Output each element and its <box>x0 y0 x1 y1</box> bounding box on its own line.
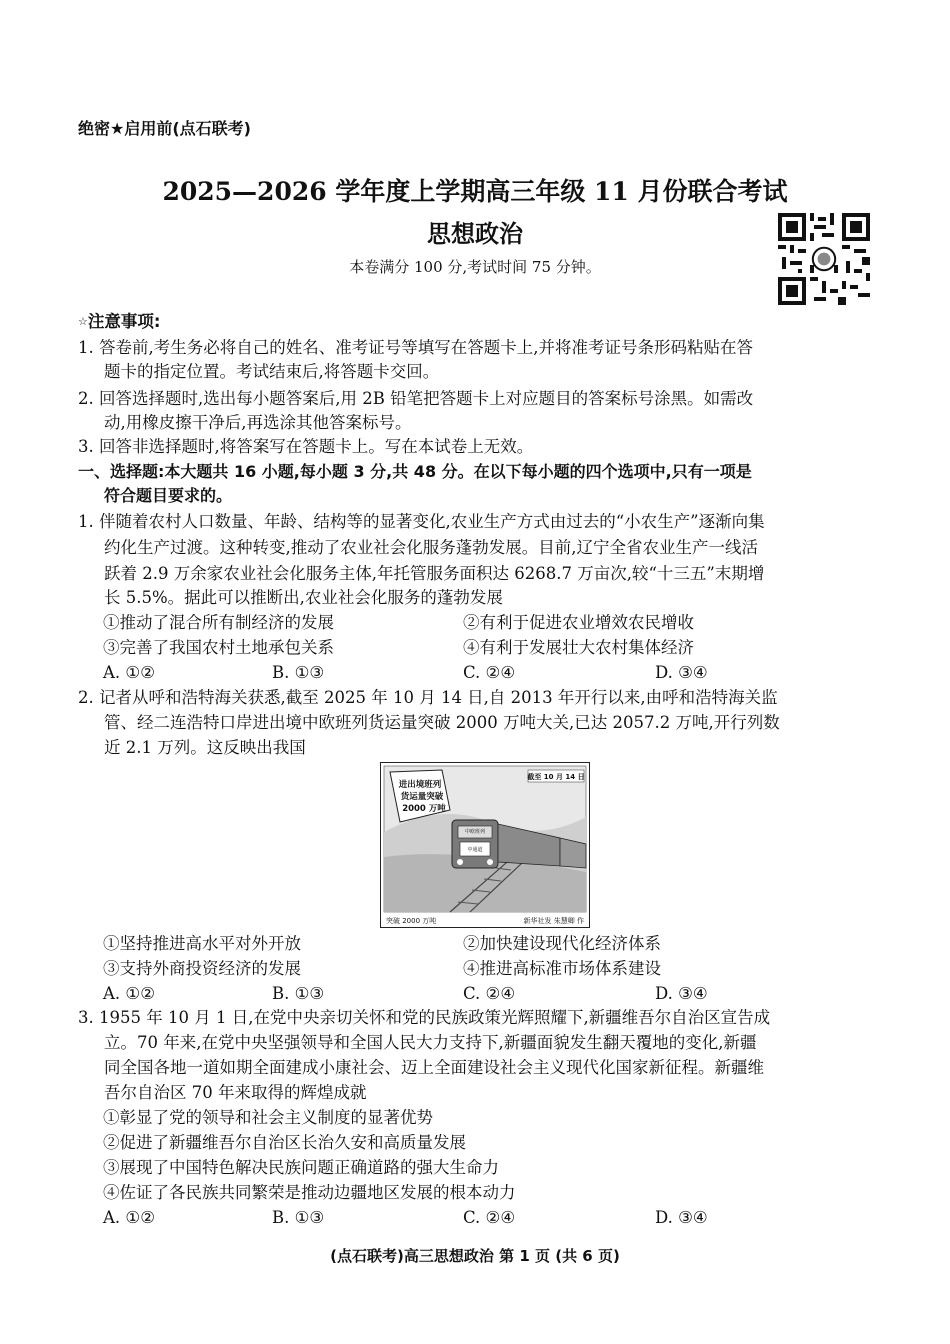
q1-stem: 约化生产过渡。这种转变,推动了农业社会化服务蓬勃发展。目前,辽宁全省农业生产一线活 <box>104 538 758 557</box>
q3-option-a: A. ①② <box>103 1208 155 1227</box>
q2-option-b: B. ①③ <box>272 984 325 1003</box>
confidential-label: 绝密★启用前(点石联考) <box>78 119 251 138</box>
notice-item: 2. 回答选择题时,选出每小题答案后,用 2B 铅笔把答题卡上对应题目的答案标号涂黑。如需改 <box>78 389 754 408</box>
bubble-text-3: 2000 万吨 <box>402 804 446 814</box>
bubble-text-2: 货运量突破 <box>400 792 444 802</box>
q1-option-b: B. ①③ <box>272 663 325 682</box>
q1-statement: ①推动了混合所有制经济的发展 <box>103 613 334 632</box>
cartoon-figure <box>380 762 590 928</box>
notice-heading: ☆注意事项: <box>78 312 161 331</box>
figure-caption-left: 突破 2000 万吨 <box>386 917 437 925</box>
exam-info: 本卷满分 100 分,考试时间 75 分钟。 <box>349 258 601 276</box>
q2-stem: 2. 记者从呼和浩特海关获悉,截至 2025 年 10 月 14 日,自 2013 年开行以来,由呼和浩特海关监 <box>78 688 778 707</box>
q1-stem: 长 5.5%。据此可以推断出,农业社会化服务的蓬勃发展 <box>104 588 503 607</box>
notice-item: 1. 答卷前,考生务必将自己的姓名、准考证号等填写在答题卡上,并将准考证号条形码粘贴在答 <box>78 338 753 357</box>
date-label: 截至 10 月 14 日 <box>527 773 585 781</box>
q3-statement: ④佐证了各民族共同繁荣是推动边疆地区发展的根本动力 <box>103 1183 516 1202</box>
figure-caption-right: 新华社发 朱慧卿 作 <box>523 917 584 925</box>
exam-title: 2025—2026 学年度上学期高三年级 11 月份联合考试 <box>162 177 788 206</box>
q3-stem: 同全国各地一道如期全面建成小康社会、迈上全面建设社会主义现代化国家新征程。新疆维 <box>104 1058 764 1077</box>
q1-option-d: D. ③④ <box>655 663 708 682</box>
q3-statement: ①彰显了党的领导和社会主义制度的显著优势 <box>103 1108 433 1127</box>
section-heading-cont: 符合题目要求的。 <box>104 486 233 505</box>
q2-statement: ②加快建设现代化经济体系 <box>463 934 661 953</box>
q1-statement: ④有利于发展壮大农村集体经济 <box>463 638 694 657</box>
q1-stem: 1. 伴随着农村人口数量、年龄、结构等的显著变化,农业生产方式由过去的“小农生产”逐渐向集 <box>78 512 765 531</box>
qr-code-icon <box>778 213 870 305</box>
section-heading: 一、选择题:本大题共 16 小题,每小题 3 分,共 48 分。在以下每小题的四个选项中,只有一项是 <box>78 462 752 481</box>
bubble-text-1: 进出境班列 <box>398 780 442 790</box>
q3-statement: ②促进了新疆维吾尔自治区长治久安和高质量发展 <box>103 1133 466 1152</box>
q2-option-a: A. ①② <box>103 984 155 1003</box>
train-label-1: 中欧班列 <box>464 829 486 835</box>
q2-statement: ①坚持推进高水平对外开放 <box>103 934 301 953</box>
q3-stem: 立。70 年来,在党中央坚强领导和全国人民大力支持下,新疆面貌发生翻天覆地的变化,新疆 <box>104 1033 757 1052</box>
notice-item: 题卡的指定位置。考试结束后,将答题卡交回。 <box>104 362 440 381</box>
q1-option-a: A. ①② <box>103 663 155 682</box>
subject-title: 思想政治 <box>427 220 523 248</box>
q2-option-c: C. ②④ <box>463 984 516 1003</box>
q1-statement: ②有利于促进农业增效农民增收 <box>463 613 694 632</box>
q2-statement: ③支持外商投资经济的发展 <box>103 959 301 978</box>
q2-statement: ④推进高标准市场体系建设 <box>463 959 661 978</box>
q1-statement: ③完善了我国农村土地承包关系 <box>103 638 334 657</box>
page-footer: (点石联考)高三思想政治 第 1 页 (共 6 页) <box>330 1247 620 1265</box>
notice-item: 3. 回答非选择题时,将答案写在答题卡上。写在本试卷上无效。 <box>78 437 534 456</box>
q3-statement: ③展现了中国特色解决民族问题正确道路的强大生命力 <box>103 1158 499 1177</box>
star-mark: ☆ <box>78 315 88 328</box>
q2-stem: 近 2.1 万列。这反映出我国 <box>104 738 306 757</box>
q3-stem: 3. 1955 年 10 月 1 日,在党中央亲切关怀和党的民族政策光辉照耀下,新疆维吾尔自治区宣告成 <box>78 1008 771 1027</box>
train-label-2: 中通道 <box>467 847 483 853</box>
q1-stem: 跃着 2.9 万余家农业社会化服务主体,年托管服务面积达 6268.7 万亩次,较“十三五”末期增 <box>104 564 765 583</box>
notice-item: 动,用橡皮擦干净后,再选涂其他答案标号。 <box>104 413 412 432</box>
q3-stem: 吾尔自治区 70 年来取得的辉煌成就 <box>104 1083 367 1102</box>
q2-option-d: D. ③④ <box>655 984 708 1003</box>
q3-option-d: D. ③④ <box>655 1208 708 1227</box>
q3-option-c: C. ②④ <box>463 1208 516 1227</box>
q1-option-c: C. ②④ <box>463 663 516 682</box>
q3-option-b: B. ①③ <box>272 1208 325 1227</box>
q2-stem: 管、经二连浩特口岸进出境中欧班列货运量突破 2000 万吨大关,已达 2057.2 万吨,开行列数 <box>104 713 780 732</box>
